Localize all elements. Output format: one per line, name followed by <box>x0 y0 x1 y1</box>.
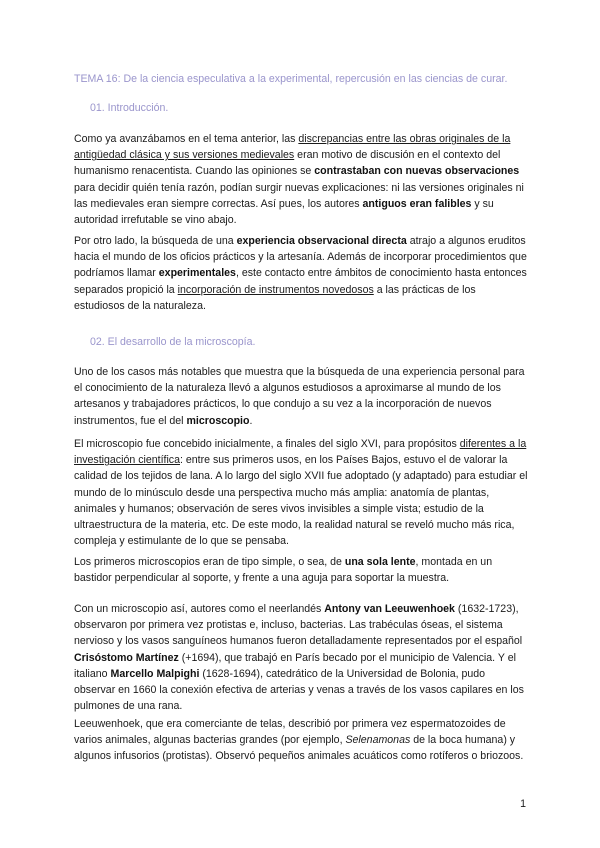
paragraph-2: Por otro lado, la búsqueda de una experiencia observacional directa atrajo a algunos eruditos hacia el mundo de los oficios prácticos y la artesanía. Además de incorporar procedimientos que podríamos llamar experimentales, este contacto entre ámbitos de conocimiento hasta entonces separados propició la incorporación de instrumentos novedosos a las prácticas de los estudiosos de la naturaleza. <box>74 235 527 312</box>
paragraph-4: El microscopio fue concebido inicialmente, a finales del siglo XVI, para propósitos diferentes a la investigación científica: entre sus primeros usos, en los Países Bajos, estuvo el de valorar la calidad de los tejidos de lana. A lo largo del siglo XVII fue adoptado (y adaptado) para estudiar el mundo de lo minúsculo desde una perspectiva mucho más amplia: anatomía de plantas, animales y humanos; observación de seres vivos invisibles a simple vista; estudio de la ultraestructura de la materia, etc. De este modo, la realidad natural se reveló mucho más rica, compleja y estimulante de lo que se pensaba. <box>74 438 528 548</box>
paragraph-1: Como ya avanzábamos en el tema anterior, las discrepancias entre las obras originales de la antigüedad clásica y sus versiones medievales eran motivo de discusión en el contexto del humanismo renacentista. Cuando las opiniones se contrastaban con nuevas observaciones para decidir quién tenía razón, podían surgir nuevas explicaciones: ni las versiones originales ni las medievales eran siempre correctas. Así pues, los autores antiguos eran falibles y su autoridad irrefutable se vino abajo. <box>74 133 524 227</box>
italic-phrase: Selenamonas <box>345 734 411 747</box>
section-heading-microscopia: 02. El desarrollo de la microscopía. <box>90 336 256 348</box>
paragraph-5: Los primeros microscopios eran de tipo simple, o sea, de una sola lente, montada en un bastidor perpendicular al soporte, y frente a una aguja para soportar la muestra. <box>74 556 493 585</box>
bold-phrase: experimentales <box>158 267 236 280</box>
underlined-phrase: incorporación de instrumentos novedosos <box>177 283 374 296</box>
underlined-phrase: diferentes a la investigación científica <box>74 438 527 467</box>
section-heading-introduccion: 01. Introducción. <box>90 102 169 114</box>
bold-phrase: microscopio <box>186 414 250 427</box>
bold-phrase: una sola lente <box>344 556 416 568</box>
bold-phrase: contrastaban con nuevas observaciones <box>314 165 520 178</box>
paragraph-6: Con un microscopio así, autores como el neerlandés Antony van Leeuwenhoek (1632-1723), observaron por primera vez protistas e, incluso, bacterias. Las trabéculas óseas, el sistema nervioso y los vasos sanguíneos humanos fueron detalladamente representados por el español Crisóstomo Martínez (+1694), que trabajó en París becado por el municipio de Valencia. Y el italiano Marcello Malpighi (1628-1694), catedrático de la Universidad de Bolonia, pudo observar en 1660 la conexión efectiva de arterias y venas a través de los vasos capilares en los pulmones de una rana. <box>74 603 524 713</box>
paragraph-3: Uno de los casos más notables que muestra que la búsqueda de una experiencia personal para el conocimiento de la naturaleza llevó a algunos estudiosos a aproximarse al mundo de los artesanos y trabajadores prácticos, lo que condujo a su vez a la incorporación de nuevos instrumentos, fue el del microscopio. <box>74 366 525 427</box>
paragraph-7: Leeuwenhoek, que era comerciante de telas, describió por primera vez espermatozoides de varios animales, algunas bacterias grandes (por ejemplo, Selenamonas de la boca humana) y algunos infusorios (protistas). Observó pequeños animales acuáticos como rotíferos o briozoos. <box>74 718 524 763</box>
underlined-phrase: discrepancias entre las obras originales de la antigüedad clásica y sus versiones medievales <box>74 133 511 162</box>
bold-phrase: experiencia observacional directa <box>236 235 407 247</box>
bold-phrase: Antony van Leeuwenhoek <box>324 603 455 615</box>
bold-phrase: antiguos eran falibles <box>362 197 472 210</box>
page-number: 1 <box>520 798 526 810</box>
document-title: TEMA 16: De la ciencia especulativa a la experimental, repercusión en las ciencias de curar. <box>74 73 508 85</box>
bold-phrase: Marcello Malpighi <box>110 667 200 680</box>
bold-phrase: Crisóstomo Martínez <box>74 651 179 664</box>
